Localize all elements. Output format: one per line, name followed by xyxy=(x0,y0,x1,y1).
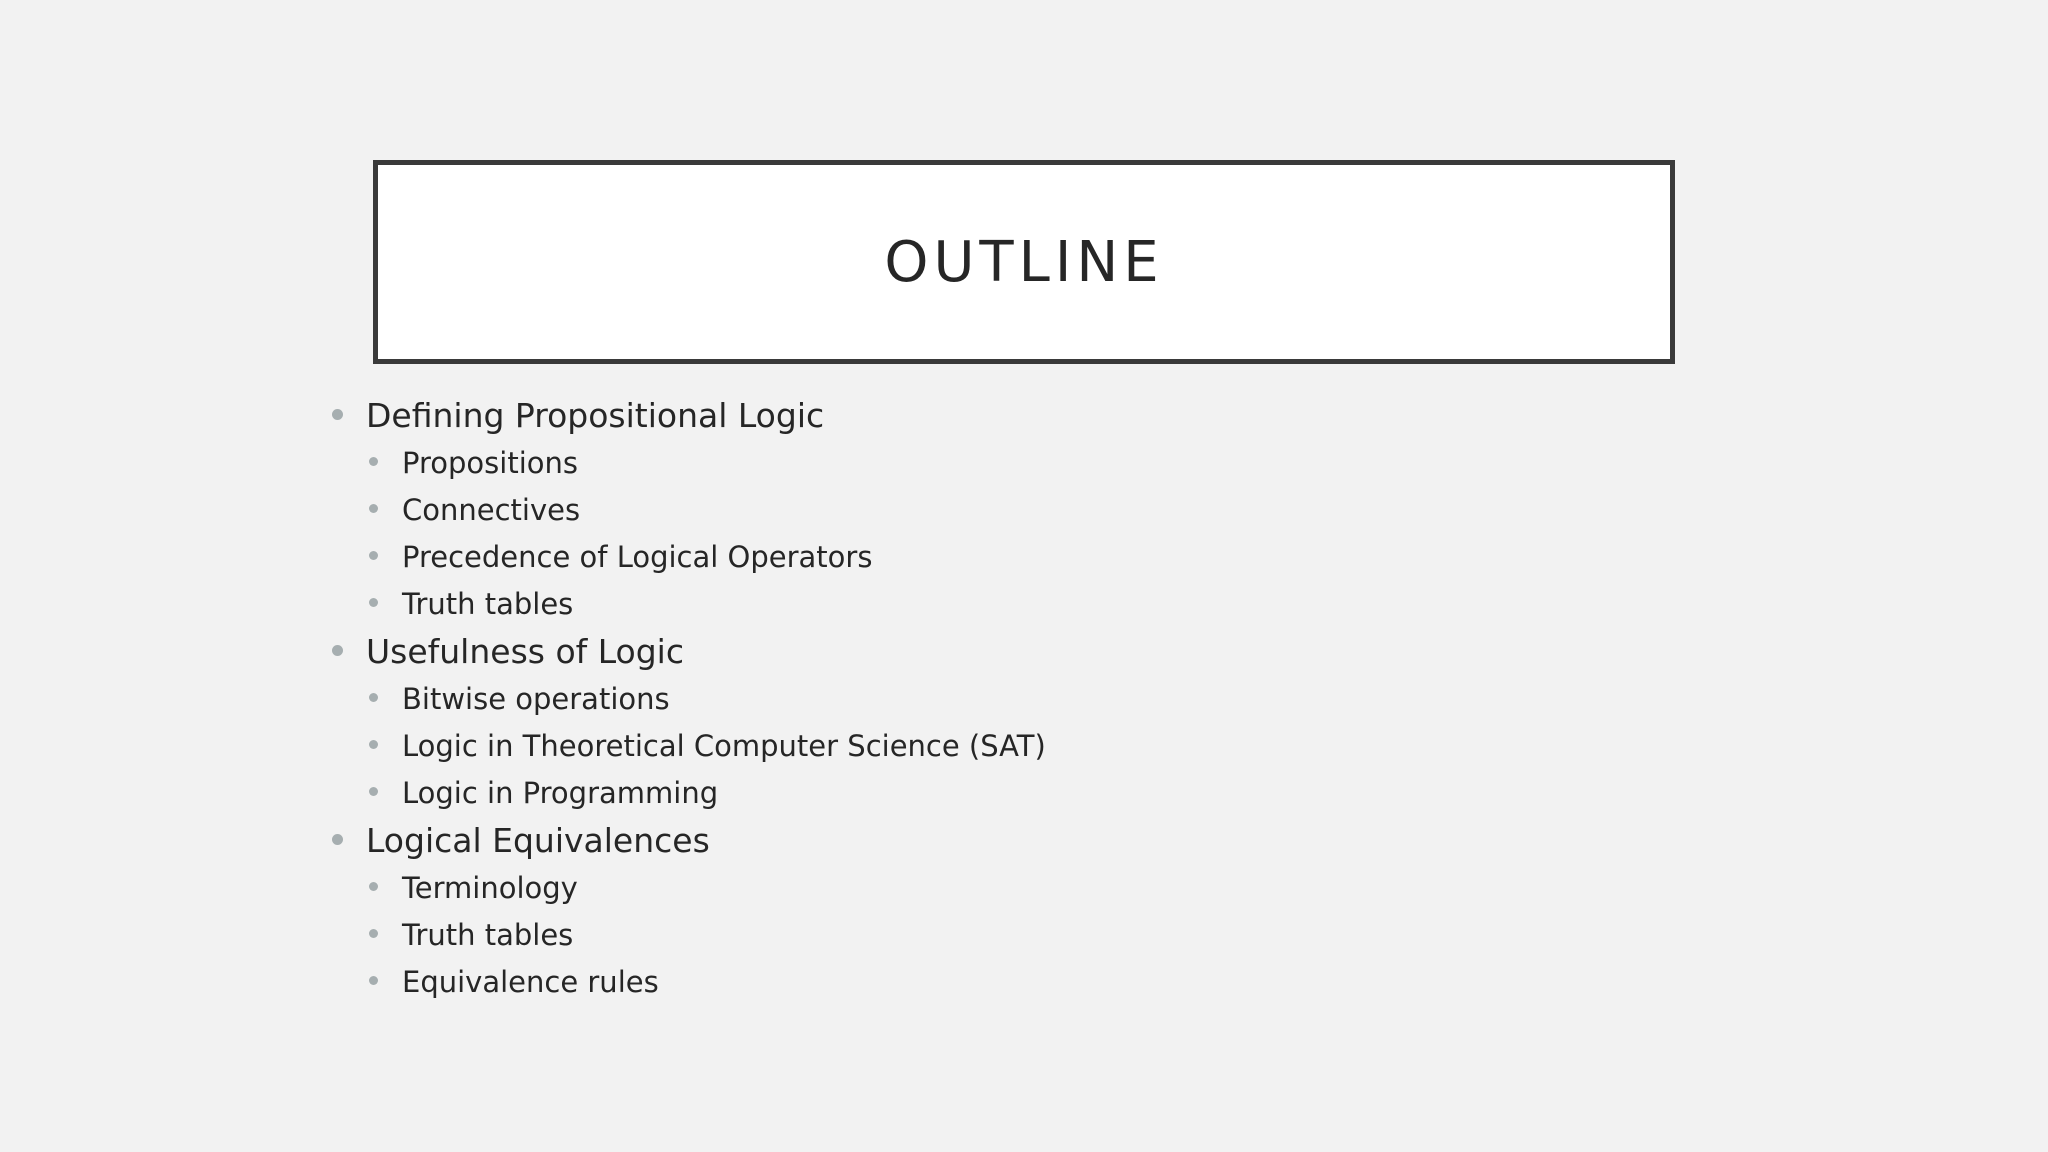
sub-list xyxy=(366,865,1730,1006)
bullet-dot-icon xyxy=(332,409,343,420)
sub-list xyxy=(366,440,1730,628)
bullet-dot-icon xyxy=(369,787,378,796)
sub-item-label: Truth tables xyxy=(402,587,574,621)
sub-item-label: Propositions xyxy=(402,446,578,480)
bullet-dot-icon xyxy=(369,457,378,466)
sub-item-label: Terminology xyxy=(402,871,578,905)
title-box xyxy=(373,160,1675,364)
sub-item xyxy=(366,770,1730,817)
sub-item xyxy=(366,912,1730,959)
bullet-dot-icon xyxy=(332,834,343,845)
sub-item xyxy=(366,440,1730,487)
sub-item-label: Bitwise operations xyxy=(402,682,670,716)
sub-item xyxy=(366,487,1730,534)
section-label: Defining Propositional Logic xyxy=(366,396,825,435)
section-item xyxy=(330,817,1730,1006)
bullet-dot-icon xyxy=(369,882,378,891)
sub-item xyxy=(366,959,1730,1006)
sub-item xyxy=(366,865,1730,912)
bullet-dot-icon xyxy=(369,929,378,938)
section-item xyxy=(330,392,1730,628)
sub-item xyxy=(366,676,1730,723)
bullet-dot-icon xyxy=(369,693,378,702)
sub-item-label: Logic in Programming xyxy=(402,776,719,810)
section-item xyxy=(330,628,1730,817)
outline-content xyxy=(330,392,1730,1006)
sub-item-label: Logic in Theoretical Computer Science (SAT) xyxy=(402,729,1046,763)
sub-item xyxy=(366,534,1730,581)
sub-item-label: Equivalence rules xyxy=(402,965,659,999)
slide-title: OUTLINE xyxy=(884,229,1164,295)
bullet-dot-icon xyxy=(369,740,378,749)
section-label: Usefulness of Logic xyxy=(366,632,684,671)
bullet-dot-icon xyxy=(369,598,378,607)
bullet-dot-icon xyxy=(369,504,378,513)
sub-item-label: Precedence of Logical Operators xyxy=(402,540,873,574)
bullet-dot-icon xyxy=(369,976,378,985)
sub-item xyxy=(366,581,1730,628)
outline-list xyxy=(330,392,1730,1006)
section-label: Logical Equivalences xyxy=(366,821,710,860)
sub-item-label: Truth tables xyxy=(402,918,574,952)
sub-item-label: Connectives xyxy=(402,493,581,527)
sub-list xyxy=(366,676,1730,817)
bullet-dot-icon xyxy=(369,551,378,560)
bullet-dot-icon xyxy=(332,645,343,656)
sub-item xyxy=(366,723,1730,770)
